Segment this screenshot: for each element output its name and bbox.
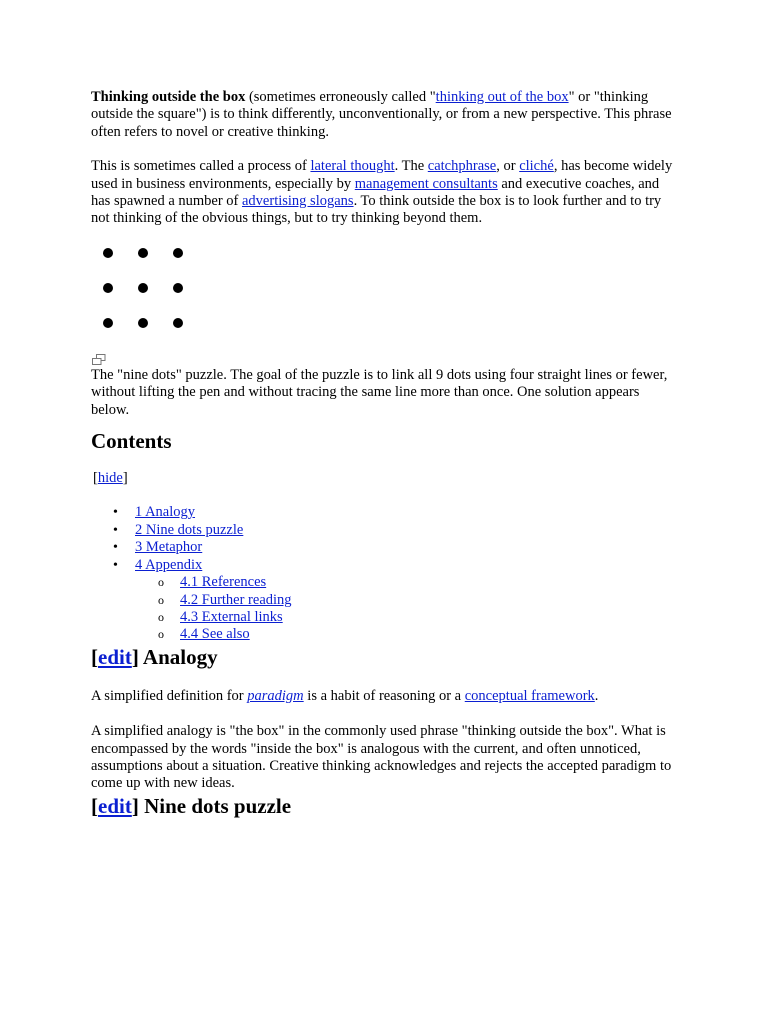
dot <box>138 318 148 328</box>
toc-toggle <box>93 470 681 487</box>
toc-link-analogy[interactable]: 1 Analogy <box>135 504 196 521</box>
enlarge-icon[interactable] <box>92 354 106 366</box>
edit-bracket-open: [ <box>91 644 98 669</box>
toc-bracket-open: [ <box>93 470 98 487</box>
nine-dots-figure <box>91 248 681 354</box>
toc-bracket-close: ] <box>122 470 128 487</box>
intro-text-1: (sometimes erroneously called " <box>245 89 436 105</box>
intro-text-2: " or "thinking outside the square") is to think differently, unconventionally, or from a new perspective. This phrase often refers to novel or creative thinking. <box>91 89 672 140</box>
dot <box>138 283 148 293</box>
link-paradigm-text: paradigm <box>247 687 304 704</box>
toc-subitem <box>180 609 681 626</box>
analogy-title: Analogy <box>142 644 218 669</box>
edit-bracket-open: [ <box>91 793 98 818</box>
nine-dots-title: Nine dots puzzle <box>144 793 292 818</box>
enlarge-row <box>91 354 681 367</box>
toc-link-further-reading[interactable]: 4.2 Further reading <box>180 591 292 608</box>
analogy-heading <box>91 644 681 670</box>
link-thinking-out-of-the-box[interactable]: thinking out of the box <box>435 89 569 105</box>
def-text-3: . <box>594 687 599 704</box>
dot <box>103 283 113 293</box>
edit-analogy-link[interactable]: edit <box>98 644 132 669</box>
toc-subitem <box>180 592 681 609</box>
edit-bracket-close: ] <box>131 644 143 669</box>
toc-item <box>135 539 681 556</box>
paradigm-paragraph <box>91 688 681 705</box>
analogy-paragraph: A simplified analogy is "the box" in the commonly used phrase "thinking outside the box". What is encompassed by the words "inside the box" is analogous with the current, and often unnoticed, assumptions about a situation. Creative thinking acknowledges and rejects the accepted paradigm to come up with new ideas. <box>91 723 672 792</box>
para2-text-6: . To think outside the box is to look further and to try not thinking of the obvious things, but to try thinking beyond them. <box>91 193 662 227</box>
para2-text-2: . The <box>394 158 428 175</box>
toc-sublist <box>135 574 681 644</box>
edit-bracket-close: ] <box>131 793 145 818</box>
dot <box>103 248 113 258</box>
link-management-consultants[interactable]: management consultants <box>354 175 498 192</box>
toc-link-external-links[interactable]: 4.3 External links <box>180 608 283 625</box>
toc-subitem <box>180 626 681 643</box>
intro-term: Thinking outside the box <box>91 89 246 105</box>
lateral-thought-paragraph <box>91 158 681 228</box>
link-catchphrase[interactable]: catchphrase <box>427 158 497 175</box>
dot <box>138 248 148 258</box>
toc-item <box>135 504 681 521</box>
toc-subitem <box>180 574 681 591</box>
toc-item <box>135 522 681 539</box>
edit-nine-dots-link[interactable]: edit <box>98 793 132 818</box>
toc-list <box>91 504 681 643</box>
link-conceptual-framework[interactable]: conceptual framework <box>464 687 595 704</box>
para2-text-3: , or <box>496 158 520 175</box>
link-cliche[interactable]: cliché <box>519 158 554 175</box>
nine-dots-heading <box>91 793 681 819</box>
para2-text-4: , has become widely used in business environments, especially by <box>91 158 673 192</box>
toc-link-see-also[interactable]: 4.4 See also <box>180 626 250 643</box>
toc-link-metaphor[interactable]: 3 Metaphor <box>135 539 203 556</box>
dot <box>103 318 113 328</box>
dot <box>173 283 183 293</box>
link-advertising-slogans[interactable]: advertising slogans <box>242 193 354 210</box>
def-text-2: is a habit of reasoning or a <box>303 687 465 704</box>
figure-caption: The "nine dots" puzzle. The goal of the puzzle is to link all 9 dots using four straight lines or fewer, without lifting the pen and without tracing the same line more than once. One solution appears below. <box>91 366 668 418</box>
def-text-1: A simplified definition for <box>91 687 248 704</box>
toc-title: Contents <box>91 429 172 454</box>
toc-link-nine-dots[interactable]: 2 Nine dots puzzle <box>135 521 244 538</box>
dot <box>173 318 183 328</box>
dot <box>173 248 183 258</box>
toc-link-references[interactable]: 4.1 References <box>180 574 267 591</box>
intro-paragraph <box>91 89 681 141</box>
para2-text-1: This is sometimes called a process of <box>91 158 311 175</box>
toc-link-appendix[interactable]: 4 Appendix <box>135 556 203 573</box>
toc-hide-link[interactable]: hide <box>97 470 123 487</box>
toc-item <box>135 557 681 644</box>
link-paradigm[interactable] <box>247 688 303 704</box>
link-lateral-thought[interactable]: lateral thought <box>310 158 395 175</box>
para2-text-5: and executive coaches, and has spawned a number of <box>91 175 660 210</box>
article-content <box>91 89 681 819</box>
